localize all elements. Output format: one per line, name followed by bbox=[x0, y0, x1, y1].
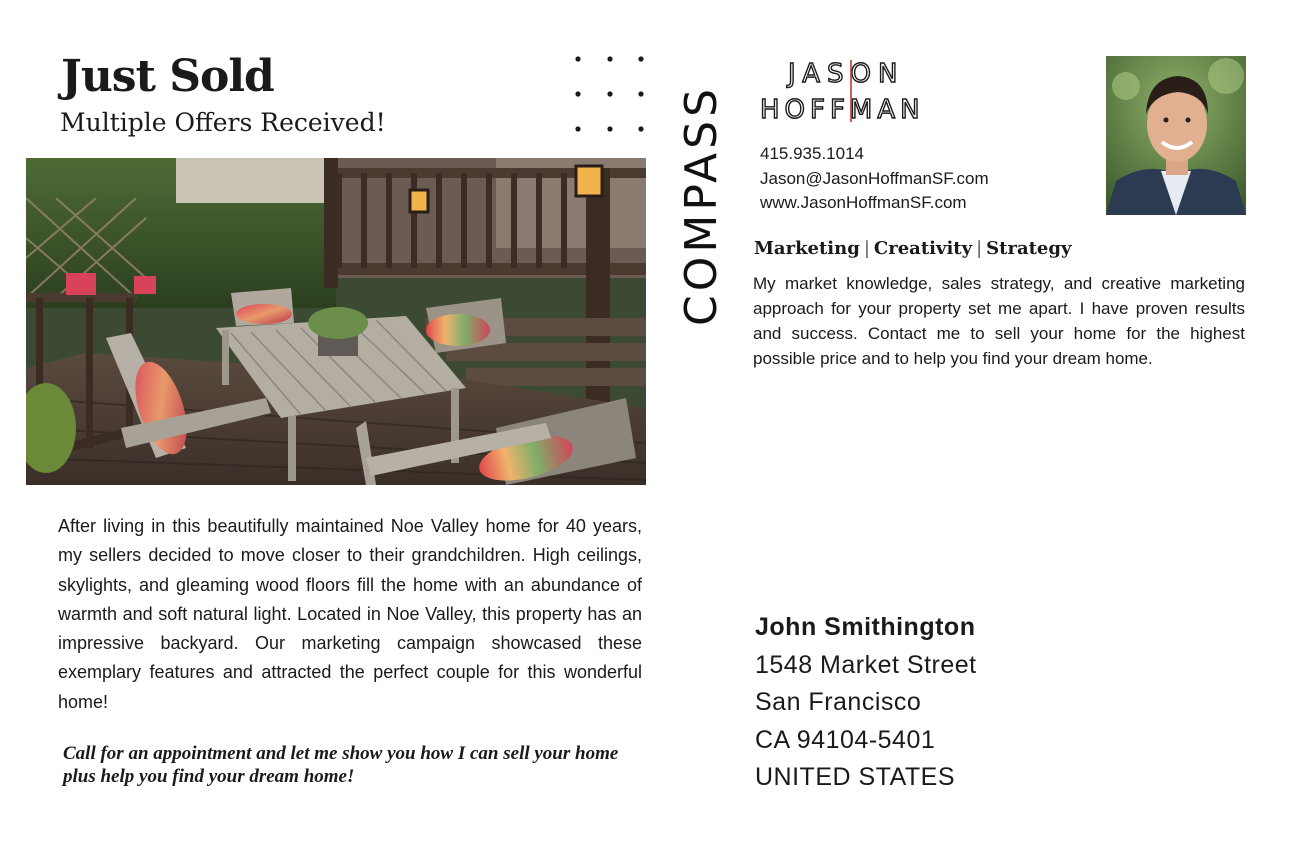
tagline bbox=[754, 236, 1071, 262]
agent-contact bbox=[760, 142, 989, 216]
tagline-item: Marketing bbox=[754, 238, 860, 259]
recipient-street: 1548 Market Street bbox=[755, 650, 977, 679]
agent-phone[interactable]: 415.935.1014 bbox=[760, 144, 864, 163]
subheadline: Multiple Offers Received! bbox=[60, 108, 386, 137]
headline: Just Sold bbox=[61, 51, 274, 102]
compass-wordmark: COMPASS bbox=[676, 85, 727, 326]
recipient-name: John Smithington bbox=[755, 613, 976, 641]
property-description: After living in this beautifully maintained Noe Valley home for 40 years, my sellers decided to move closer to their grandchildren. High ceilings, skylights, and gleaming wood floors fill the home with an abundance of warmth and soft natural light. Located in Noe Valley, this property has an impressive backyard. Our marketing campaign showcased these exemplary features and attracted the perfect couple for this wonderful home! bbox=[58, 516, 642, 712]
recipient-state-zip: CA 94104-5401 bbox=[755, 725, 936, 754]
recipient-city: San Francisco bbox=[755, 688, 922, 716]
dot-grid-decoration bbox=[570, 52, 650, 136]
agent-name-logo bbox=[760, 58, 960, 128]
recipient-address bbox=[755, 609, 977, 797]
agent-email[interactable]: Jason@JasonHoffmanSF.com bbox=[760, 168, 989, 188]
tagline-item: Creativity bbox=[873, 238, 973, 259]
agent-website[interactable]: www.JasonHoffmanSF.com bbox=[760, 193, 967, 213]
property-photo bbox=[26, 158, 646, 485]
agent-headshot-photo bbox=[1106, 56, 1246, 215]
agent-bio: My market knowledge, sales strategy, and creative marketing approach for your property set me apart. I have proven results and success. Contact me to sell your home for the highest possible price and to help you find your dream home. bbox=[753, 274, 1245, 368]
tagline-separator: | bbox=[976, 238, 983, 259]
tagline-separator: | bbox=[863, 238, 870, 259]
recipient-country: UNITED STATES bbox=[755, 763, 956, 791]
agent-first-name: JASON bbox=[788, 59, 905, 89]
tagline-item: Strategy bbox=[986, 238, 1072, 259]
agent-last-name: HOFFMAN bbox=[760, 95, 925, 125]
call-to-action: Call for an appointment and let me show you how I can sell your home plus help you find your dream home! bbox=[63, 743, 619, 787]
compass-logo bbox=[672, 50, 728, 330]
